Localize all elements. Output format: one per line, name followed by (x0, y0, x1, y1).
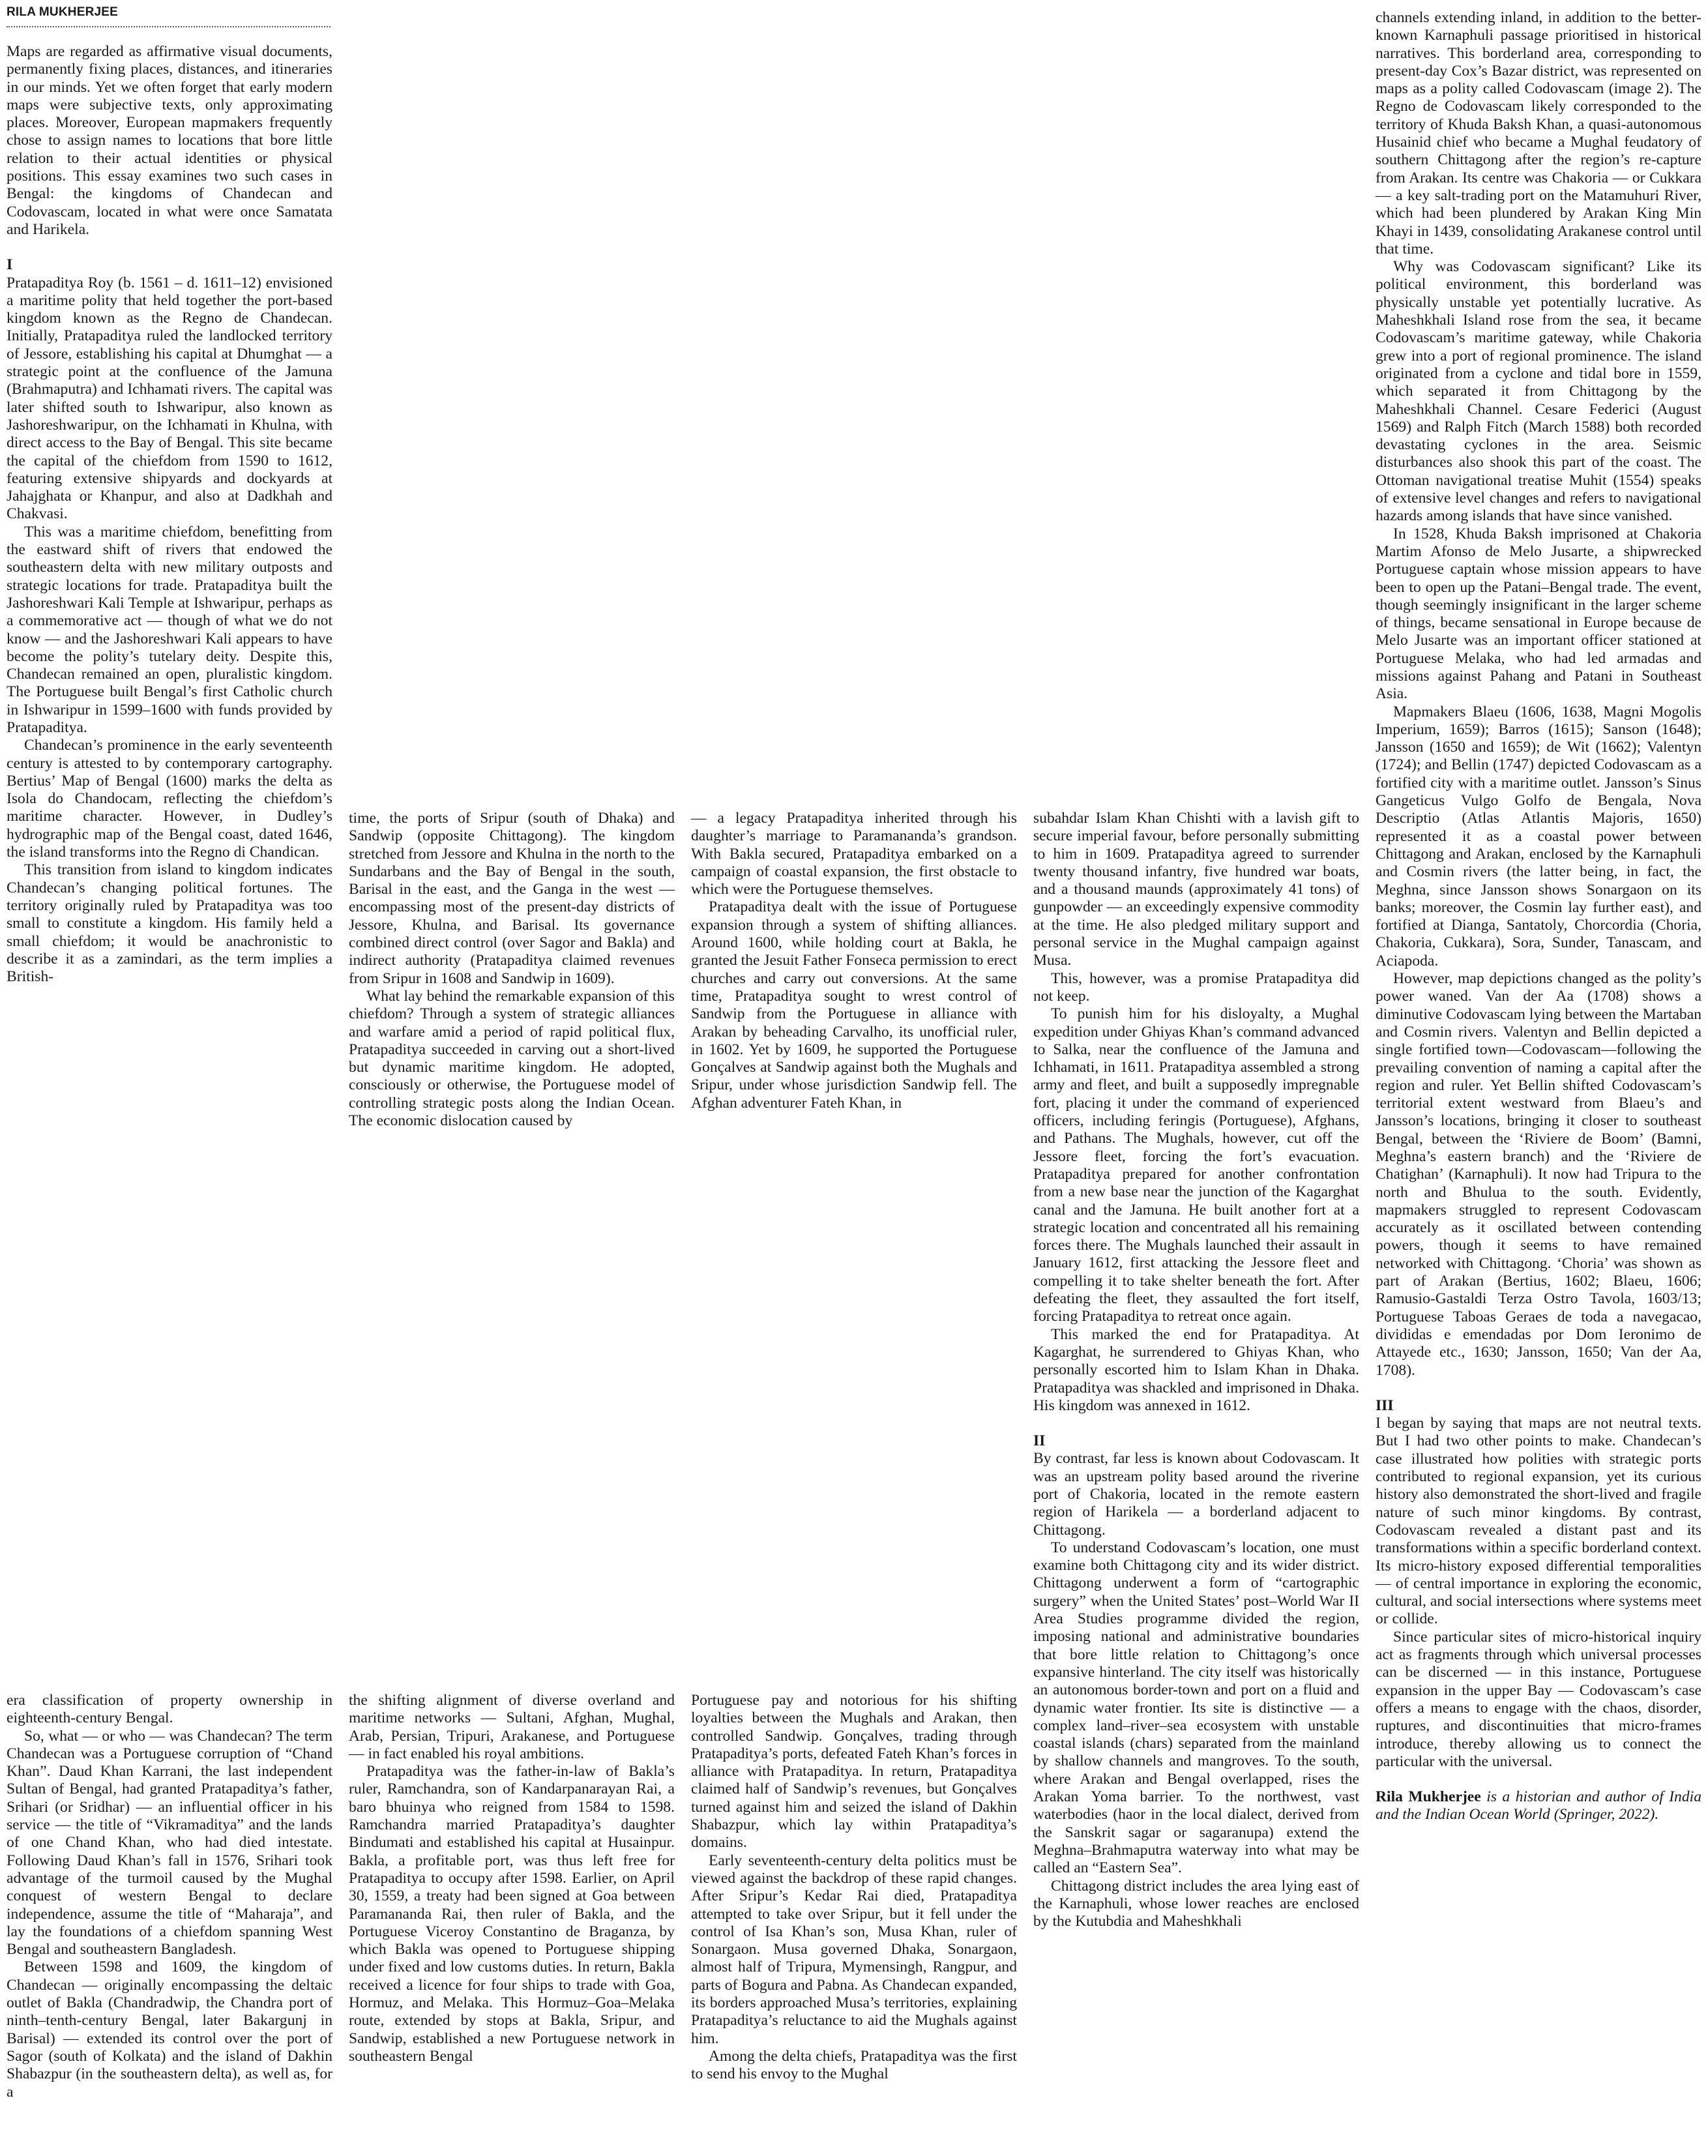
paragraph: So, what — or who — was Chandecan? The term Chandecan was a Portuguese corruption of “Chand Khan”. Daud Khan Karrani, the last independent Sultan of Bengal, had granted Pratapaditya’s father, Srihari (or Sridhar) — an influential officer in his service — the title of “Vikramaditya” and the lands of one Chand Khan, who had died intestate. Following Daud Khan’s fall in 1576, Srihari took advantage of the turmoil caused by the Mughal conquest of western Bengal to declare independence, assume the title of “Maharaja”, and lay the foundations of a chiefdom spanning West Bengal and southeastern Bangladesh. (7, 1727, 332, 1958)
paragraph: However, map depictions changed as the polity’s power waned. Van der Aa (1708) shows a diminutive Codovascam lying between the Martaban and Cosmin rivers. Valentyn and Bellin depicted a single fortified town—Codovascam—following the prevailing convention of naming a capital after the region and ruler. Yet Bellin shifted Codovascam’s territorial extent westward from Blaeu’s and Jansson’s locations, bringing it closer to southeast Bengal, between the ‘Riviere de Boom’ (Bamni, Meghna’s eastern branch) and the ‘Riviere de Chatighan’ (Karnaphuli). It now had Tripura to the north and Bhulua to the south. Evidently, mapmakers struggled to represent Codovascam accurately as it oscillated between contending powers, though it seems to have remained networked with Chittagong. ‘Choria’ was shown as part of Arakan (Bertius, 1602; Blaeu, 1606; Ramusio-Gastaldi Terza Ostro Tavola, 1603/13; Portuguese Taboas Geraes de toda a navegacao, divididas e emendadas por Dom Ieronimo de Attayede etc., 1630; Jansson, 1650; Van der Aa, 1708). (1376, 970, 1701, 1379)
paragraph: era classification of property ownership in eighteenth-century Bengal. (7, 1692, 332, 1727)
paragraph: This was a maritime chiefdom, benefitting from the eastward shift of rivers that endowed the southeastern delta with new military outposts and strategic locations for trade. Pratapaditya built the Jashoreshwari Kali Temple at Ishwaripur, perhaps as a commemorative act — though of what we do not know — and the Jashoreshwari Kali appears to have become the polity’s tutelary deity. Despite this, Chandecan remained an open, pluralistic kingdom. The Portuguese built Bengal’s first Catholic church in Ishwaripur in 1599–1600 with funds provided by Pratapaditya. (7, 523, 332, 736)
author-byline: RILA MUKHERJEE (7, 5, 331, 27)
paragraph: What lay behind the remarkable expansion of this chiefdom? Through a system of strategic alliances and warfare amid a period of rapid political flux, Pratapaditya succeeded in carving out a short-lived but dynamic maritime kingdom. He adopted, consciously or otherwise, the Portuguese model of controlling strategic posts along the Indian Ocean. The economic dislocation caused by (349, 987, 675, 1130)
paragraph: I began by saying that maps are not neutral texts. But I had two other points to make. Chandecan’s case illustrated how polities with strategic ports contributed to regional expansion, yet its curious history also demonstrated the short-lived and fragile nature of such minor kingdoms. By contrast, Codovascam revealed a distant past and its transformations within a specific borderland context. Its micro-history exposed differential temporalities — of central importance in exploring the economic, cultural, and social intersections where systems meet or collide. (1376, 1415, 1701, 1628)
paragraph: By contrast, far less is known about Codovascam. It was an upstream polity based around the riverine port of Chakoria, located in the remote eastern region of Harikela — a borderland adjacent to Chittagong. (1033, 1450, 1359, 1539)
column-2-top (349, 810, 675, 1130)
paragraph: To understand Codovascam’s location, one must examine both Chittagong city and its wider district. Chittagong underwent a form of “cartographic surgery” when the United States’ post–World War II Area Studies programme divided the region, imposing national and administrative boundaries that bore little relation to Chittagong’s once expansive hinterland. The city itself was historically an autonomous border-town and port on a fluid and dynamic water frontier. Its site is distinctive — a complex land–river–sea ecosystem with unstable coastal islands (chars) separated from the mainland by shallow channels and mangroves. To the south, where Arakan and Bengal overlapped, rises the Arakan Yoma barrier. To the northwest, vast waterbodies (haor in the local dialect, derived from the Sanskrit sagar or sagaranupa) extend the Meghna–Brahmaputra waterway into what may be called an “Eastern Sea”. (1033, 1539, 1359, 1877)
author-bio-name: Rila Mukherjee (1376, 1788, 1481, 1806)
column-1-top (7, 43, 332, 986)
section-heading-1: I (7, 256, 13, 274)
section-heading-2: II (1033, 1432, 1046, 1450)
column-3-top (691, 810, 1017, 1112)
paragraph: Pratapaditya dealt with the issue of Portuguese expansion through a system of shifting alliances. Around 1600, while holding court at Bakla, he granted the Jesuit Father Fonseca permission to erect churches and carry out conversions. At the same time, Pratapaditya sought to wrest control of Sandwip from the Portuguese in alliance with Arakan by beheading Carvalho, its unofficial ruler, in 1602. Yet by 1609, he supported the Portuguese Gonçalves at Sandwip against both the Mughals and Sripur, under whose jurisdiction Sandwip fell. The Afghan adventurer Fateh Khan, in (691, 898, 1017, 1112)
column-5 (1376, 9, 1701, 1824)
column-1-bottom (7, 1692, 332, 2101)
paragraph: To punish him for his disloyalty, a Mughal expedition under Ghiyas Khan’s command advanced to Salka, near the confluence of the Jamuna and Ichhamati, in 1611. Pratapaditya assembled a strong army and fleet, and built a supposedly impregnable fort, placing it under the command of experienced officers, including feringis (Portuguese), Afghans, and Pathans. The Mughals, however, cut off the Jessore fleet, forcing the fort’s evacuation. Pratapaditya prepared for another confrontation from a new base near the junction of the Kagarghat canal and the Jamuna. He built another fort at a strategic location and concentrated all his remaining forces there. The Mughals launched their assault in January 1612, first attacking the Jessore fleet and compelling it to take shelter beneath the fort. After defeating the fleet, they assaulted the fort itself, forcing Pratapaditya to retreat once again. (1033, 1005, 1359, 1325)
paragraph: the shifting alignment of diverse overland and maritime networks — Sultani, Afghan, Mughal, Arab, Persian, Tripuri, Arakanese, and Portuguese — in fact enabled his royal ambitions. (349, 1692, 675, 1762)
paragraph: This marked the end for Pratapaditya. At Kagarghat, he surrendered to Ghiyas Khan, who personally escorted him to Islam Khan in Dhaka. Pratapaditya was shackled and imprisoned in Dhaka. His kingdom was annexed in 1612. (1033, 1325, 1359, 1414)
column-4 (1033, 810, 1359, 1930)
paragraph: In 1528, Khuda Baksh imprisoned at Chakoria Martim Afonso de Melo Jusarte, a shipwrecked Portuguese captain whose mission appears to have been to open up the Patani–Bengal trade. The event, though seemingly insignificant in the larger scheme of things, became sensational in Europe because de Melo Jusarte was an important officer stationed at Portuguese Melaka, who had led armadas and missions against Pahang and Patani in Southeast Asia. (1376, 525, 1701, 703)
paragraph: Chandecan’s prominence in the early seventeenth century is attested to by contemporary cartography. Bertius’ Map of Bengal (1600) marks the delta as Isola do Chandocam, reflecting the chiefdom’s maritime character. However, in Dudley’s hydrographic map of the Bengal coast, dated 1646, the island transforms into the Regno di Chandican. (7, 737, 332, 861)
author-bio (1376, 1788, 1701, 1824)
paragraph: Early seventeenth-century delta politics must be viewed against the backdrop of these rapid changes. After Sripur’s Kedar Rai died, Pratapaditya attempted to take over Sripur, but it fell under the control of Isa Khan’s son, Musa Khan, ruler of Sonargaon. Musa governed Dhaka, Sonargaon, almost half of Tripura, Mymensingh, Rangpur, and parts of Bogura and Pabna. As Chandecan expanded, its borders approached Musa’s territories, explaining Pratapaditya’s reluctance to aid the Mughals against him. (691, 1852, 1017, 2047)
paragraph: Pratapaditya Roy (b. 1561 – d. 1611–12) envisioned a maritime polity that held together the port-based kingdom known as the Regno de Chandecan. Initially, Pratapaditya ruled the landlocked territory of Jessore, establishing his capital at Dhumghat — a strategic point at the confluence of the Jamuna (Brahmaputra) and Ichhamati rivers. The capital was later shifted south to Ishwaripur, also known as Jashoreshwaripur, on the Ichhamati in Khulna, with direct access to the Bay of Bengal. This site became the capital of the chiefdom from 1590 to 1612, featuring extensive shipyards and dockyards at Jahajghata or Khanpur, and also at Dadkhah and Chakvasi. (7, 274, 332, 523)
paragraph: Chittagong district includes the area lying east of the Karnaphuli, whose lower reaches are enclosed by the Kutubdia and Maheshkhali (1033, 1877, 1359, 1930)
paragraph: — a legacy Pratapaditya inherited through his daughter’s marriage to Paramananda’s grandson. With Bakla secured, Pratapaditya embarked on a campaign of coastal expansion, the first obstacle to which were the Portuguese themselves. (691, 810, 1017, 898)
paragraph: Pratapaditya was the father-in-law of Bakla’s ruler, Ramchandra, son of Kandarpanarayan Rai, a baro bhuinya who reigned from 1584 to 1598. Ramchandra married Pratapaditya’s daughter Bindumati and established his capital at Husainpur. Bakla, a profitable port, was thus left free for Pratapaditya to occupy after 1598. Earlier, on April 30, 1559, a treaty had been signed at Goa between Paramananda Rai, then ruler of Bakla, and the Portuguese Viceroy Constantino de Braganza, by which Bakla was opened to Portuguese shipping under fixed and low customs duties. In return, Bakla received a licence for four ships to trade with Goa, Hormuz, and Melaka. This Hormuz–Goa–Melaka route, extended by stops at Bakla, Sripur, and Sandwip, established a new Portuguese network in southeastern Bengal (349, 1763, 675, 2065)
paragraph: Among the delta chiefs, Pratapaditya was the first to send his envoy to the Mughal (691, 2047, 1017, 2083)
paragraph: Since particular sites of micro-historical inquiry act as fragments through which universal processes can be discerned — in this instance, Portuguese expansion in the upper Bay — Codovascam’s case offers a means to engage with the chaos, disorder, ruptures, and discontinuities that micro-frames introduce, thereby allowing us to connect the particular with the universal. (1376, 1628, 1701, 1770)
paragraph: channels extending inland, in addition to the better-known Karnaphuli passage prioritised in historical narratives. This borderland area, corresponding to present-day Cox’s Bazar district, was represented on maps as a polity called Codovascam (image 2). The Regno de Codovascam likely corresponded to the territory of Khuda Baksh Khan, a quasi-autonomous Husainid chief who became a Mughal feudatory of southern Chittagong after the region’s re-capture from Arakan. Its centre was Chakoria — or Cukkara — a key salt-trading port on the Matamuhuri River, which had been plundered by Arakan King Min Khayi in 1439, consolidating Arakanese control until that time. (1376, 9, 1701, 258)
paragraph: Between 1598 and 1609, the kingdom of Chandecan — originally encompassing the deltaic outlet of Bakla (Chandradwip, the Chandra port of ninth–tenth-century Bengal, later Bakargunj in Barisal) — extended its control over the port of Sagor (south of Kolkata) and the island of Dakhin Shabazpur (in the southeastern delta), as well as, for a (7, 1958, 332, 2101)
section-heading-3: III (1376, 1396, 1394, 1414)
paragraph: This transition from island to kingdom indicates Chandecan’s changing political fortunes. The territory originally ruled by Pratapaditya was too small to constitute a kingdom. His family held a small chiefdom; it would be anachronistic to describe it as a zamindari, as the term implies a British- (7, 861, 332, 986)
paragraph: Portuguese pay and notorious for his shifting loyalties between the Mughals and Arakan, then controlled Sandwip. Gonçalves, trading through Pratapaditya’s ports, defeated Fateh Khan’s forces in alliance with Pratapaditya. In return, Pratapaditya claimed half of Sandwip’s revenues, but Gonçalves turned against him and seized the island of Dakhin Shabazpur, which lay within Pratapaditya’s domains. (691, 1692, 1017, 1852)
column-3-bottom (691, 1692, 1017, 2084)
paragraph: subahdar Islam Khan Chishti with a lavish gift to secure imperial favour, before personally submitting to him in 1609. Pratapaditya agreed to surrender twenty thousand infantry, five hundred war boats, and a thousand maunds (approximately 41 tons) of gunpowder — an exceedingly expensive commodity at the time. He also pledged military support and personal service in the Mughal campaign against Musa. (1033, 810, 1359, 969)
paragraph: This, however, was a promise Pratapaditya did not keep. (1033, 969, 1359, 1005)
author-bio-text: is a historian and author of India and the Indian Ocean World (Springer, 2022). (1376, 1788, 1701, 1824)
paragraph: Why was Codovascam significant? Like its political environment, this borderland was physically unstable yet potentially lucrative. As Maheshkhali Island rose from the sea, it became Codovascam’s maritime gateway, while Chakoria grew into a port of regional prominence. The island originated from a cyclone and tidal bore in 1559, which separated it from Chittagong by the Maheshkhali Channel. Cesare Federici (August 1569) and Ralph Fitch (March 1588) both recorded devastating cyclones in the area. Seismic disturbances also shook this part of the coast. The Ottoman navigational treatise Muhit (1554) speaks of extensive level changes and refers to navigational hazards among islands that have since vanished. (1376, 258, 1701, 525)
intro-paragraph: Maps are regarded as affirmative visual documents, permanently fixing places, distances, and itineraries in our minds. Yet we often forget that early modern maps were subjective texts, only approximating places. Moreover, European mapmakers frequently chose to assign names to locations that bore little relation to their actual identities or physical positions. This essay examines two such cases in Bengal: the kingdoms of Chandecan and Codovascam, located in what were once Samatata and Harikela. (7, 43, 332, 238)
paragraph: Mapmakers Blaeu (1606, 1638, Magni Mogolis Imperium, 1659); Barros (1615); Sanson (1648); Jansson (1650 and 1659); de Wit (1662); Valentyn (1724); and Bellin (1747) depicted Codovascam as a fortified city with a maritime outlet. Jansson’s Sinus Gangeticus Vulgo Golfo de Bengala, Nova Descriptio (Atlas Atlantis Majoris, 1650) represented it as a coastal power between Chittagong and Arakan, enclosed by the Karnaphuli and Cosmin rivers (the latter being, in fact, the Meghna, since Jansson shows Sonargaon on its banks; moreover, the Cosmin lay further east), and fortified at Dianga, Santatoly, Chorcordia (Choria, Chakoria, Cukkara), Sora, Sunder, Tanascam, and Aciapoda. (1376, 703, 1701, 969)
paragraph: time, the ports of Sripur (south of Dhaka) and Sandwip (opposite Chittagong). The kingdom stretched from Jessore and Khulna in the north to the Sundarbans and the Bay of Bengal in the south, Barisal in the east, and the Ganga in the west — encompassing most of the present-day districts of Jessore, Khulna, and Barisal. Its governance combined direct control (over Sagor and Bakla) and indirect authority (Pratapaditya claimed revenues from Sripur in 1608 and Sandwip in 1609). (349, 810, 675, 987)
column-2-bottom (349, 1692, 675, 2065)
